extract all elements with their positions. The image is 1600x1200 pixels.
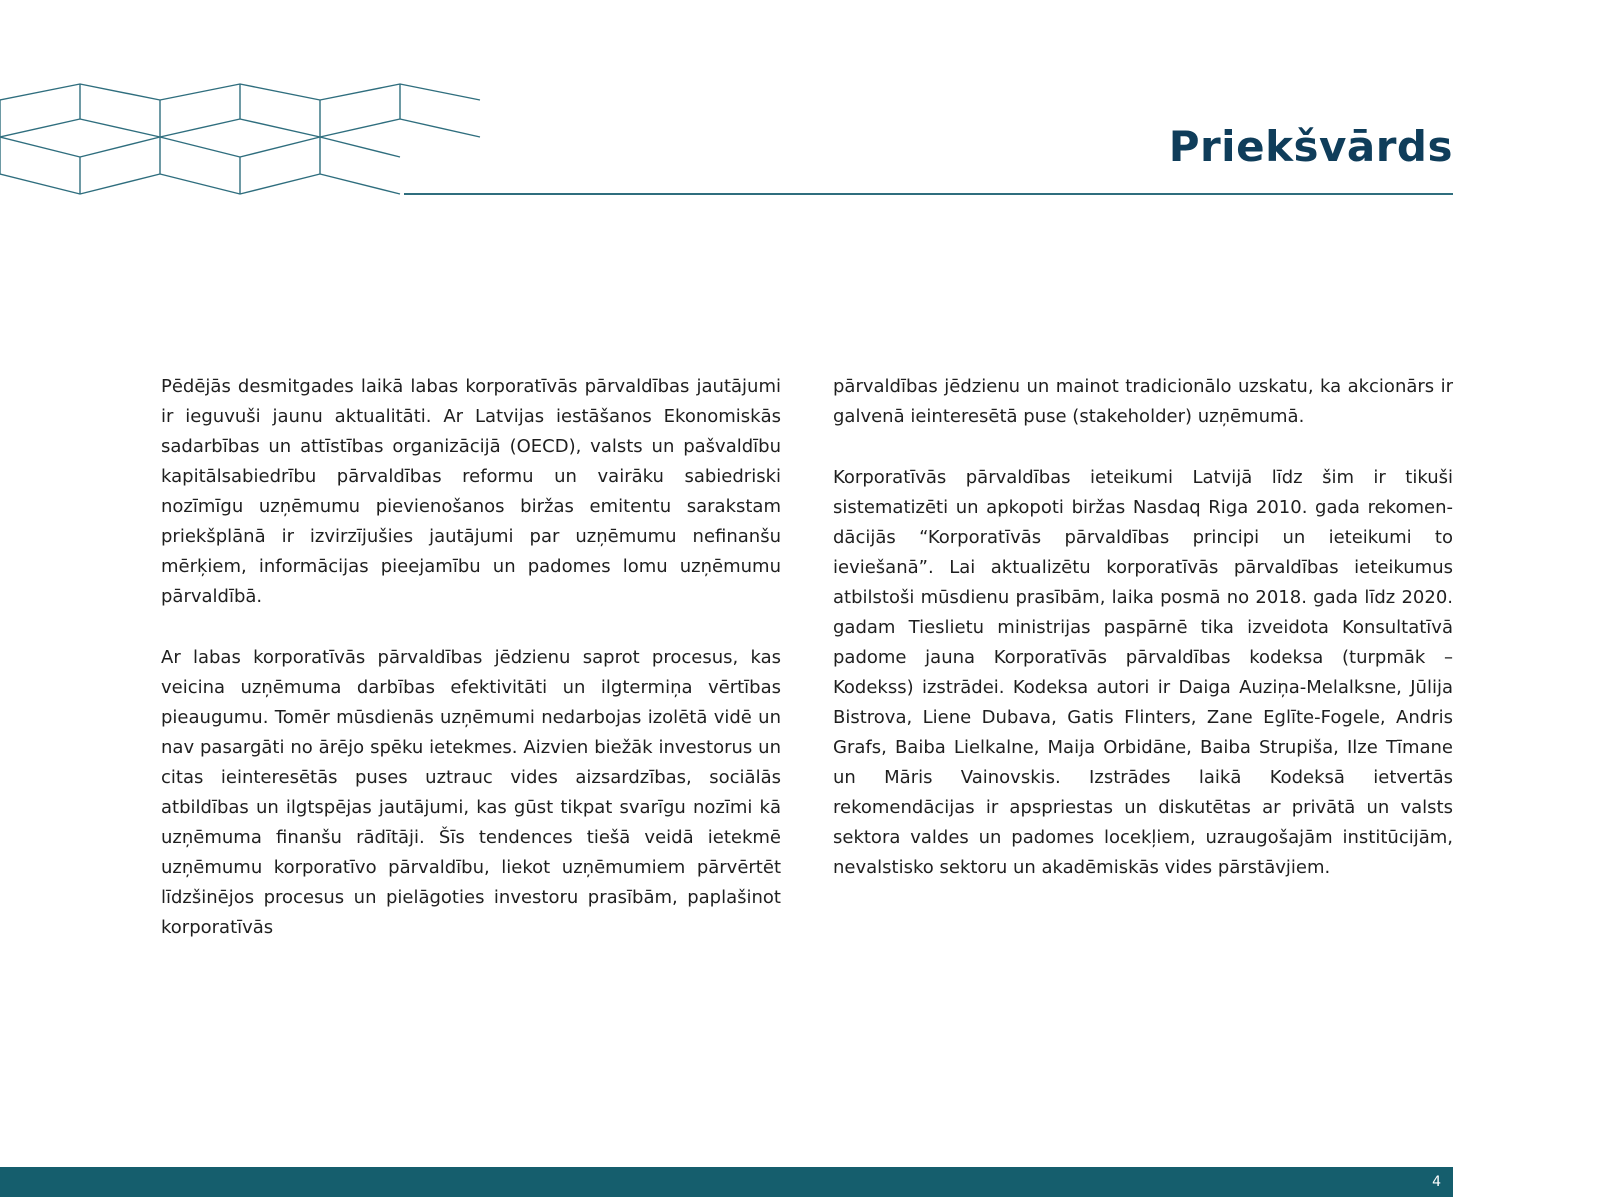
paragraph: Korporatīvās pārvaldības ieteikumi Latvijā līdz šim ir tikuši sistematizēti un apkopoti biržas Nasdaq Riga 2010. gada rekomen-dācijās “Korporatīvās pārvaldības principi un ieteikumi to ieviešanā”. Lai aktualizētu korporatīvās pārvaldības ieteikumus atbilstoši mūsdienu prasībām, laika posmā no 2018. gada līdz 2020. gadam Tieslietu ministrijas paspārnē tika izveidota Konsultatīvā padome jauna Korporatīvās pārvaldības kodeksa (turpmāk – Kodekss) izstrādei. Kodeksa autori ir Daiga Auziņa-Melalksne, Jūlija Bistrova, Liene Dubava, Gatis Flinters, Zane Eglīte-Fogele, Andris Grafs, Baiba Lielkalne, Maija Orbidāne, Baiba Strupiša, Ilze Tīmane un Māris Vainovskis. Izstrādes laikā Kodeksā ietvertās rekomendācijas ir apspriestas un diskutētas ar privātā un valsts sektora valdes un padomes locekļiem, uzraugošajām institūcijām, nevalstisko sektoru un akadēmiskās vides pārstāvjiem. xyxy=(833,467,1453,878)
paragraph: Pēdējās desmitgades laikā labas korporatīvās pārvaldības jautājumi ir ieguvuši jaunu aktualitāti. Ar Latvijas iestāšanos Ekonomiskās sadarbības un attīstības organizācijā (OECD), valsts un pašvaldību kapitālsabiedrību pārvaldības reformu un vairāku sabiedriski nozīmīgu uzņēmumu pievienošanos biržas emitentu sarakstam priekšplānā ir izvirzījušies jautājumi par uzņēmumu nefinanšu mērķiem, informācijas pieejamību un padomes lomu uzņēmumu pārvaldībā. xyxy=(161,376,781,607)
right-text-column xyxy=(833,372,1453,883)
paragraph: Ar labas korporatīvās pārvaldības jēdzienu saprot procesus, kas veicina uzņēmuma darbības efektivitāti un ilgtermiņa vērtības pieaugumu. Tomēr mūsdienās uzņēmumi nedarbojas izolētā vidē un nav pasargāti no ārējo spēku ietekmes. Aizvien biežāk investorus un citas ieinteresētās puses uztrauc vides aizsardzības, sociālās atbildības un ilgtspējas jautājumi, kas gūst tikpat svarīgu nozīmi kā uzņēmuma finanšu rādītāji. Šīs tendences tiešā veidā ietekmē uzņēmumu korporatīvo pārvaldību, liekot uzņēmumiem pārvērtēt līdzšinējos procesus un pielāgoties investoru prasībām, paplašinot korporatīvās xyxy=(161,647,781,938)
title-underline xyxy=(404,193,1453,195)
left-text-column xyxy=(161,372,781,943)
paragraph: pārvaldības jēdzienu un mainot tradicionālo uzskatu, ka akcionārs ir galvenā ieinteresētā puse (stakeholder) uzņēmumā. xyxy=(833,376,1453,427)
page-title: Priekšvārds xyxy=(1168,122,1453,171)
geometric-pattern-decoration xyxy=(0,78,490,196)
footer-bar xyxy=(0,1167,1453,1197)
page-number: 4 xyxy=(1432,1174,1441,1190)
